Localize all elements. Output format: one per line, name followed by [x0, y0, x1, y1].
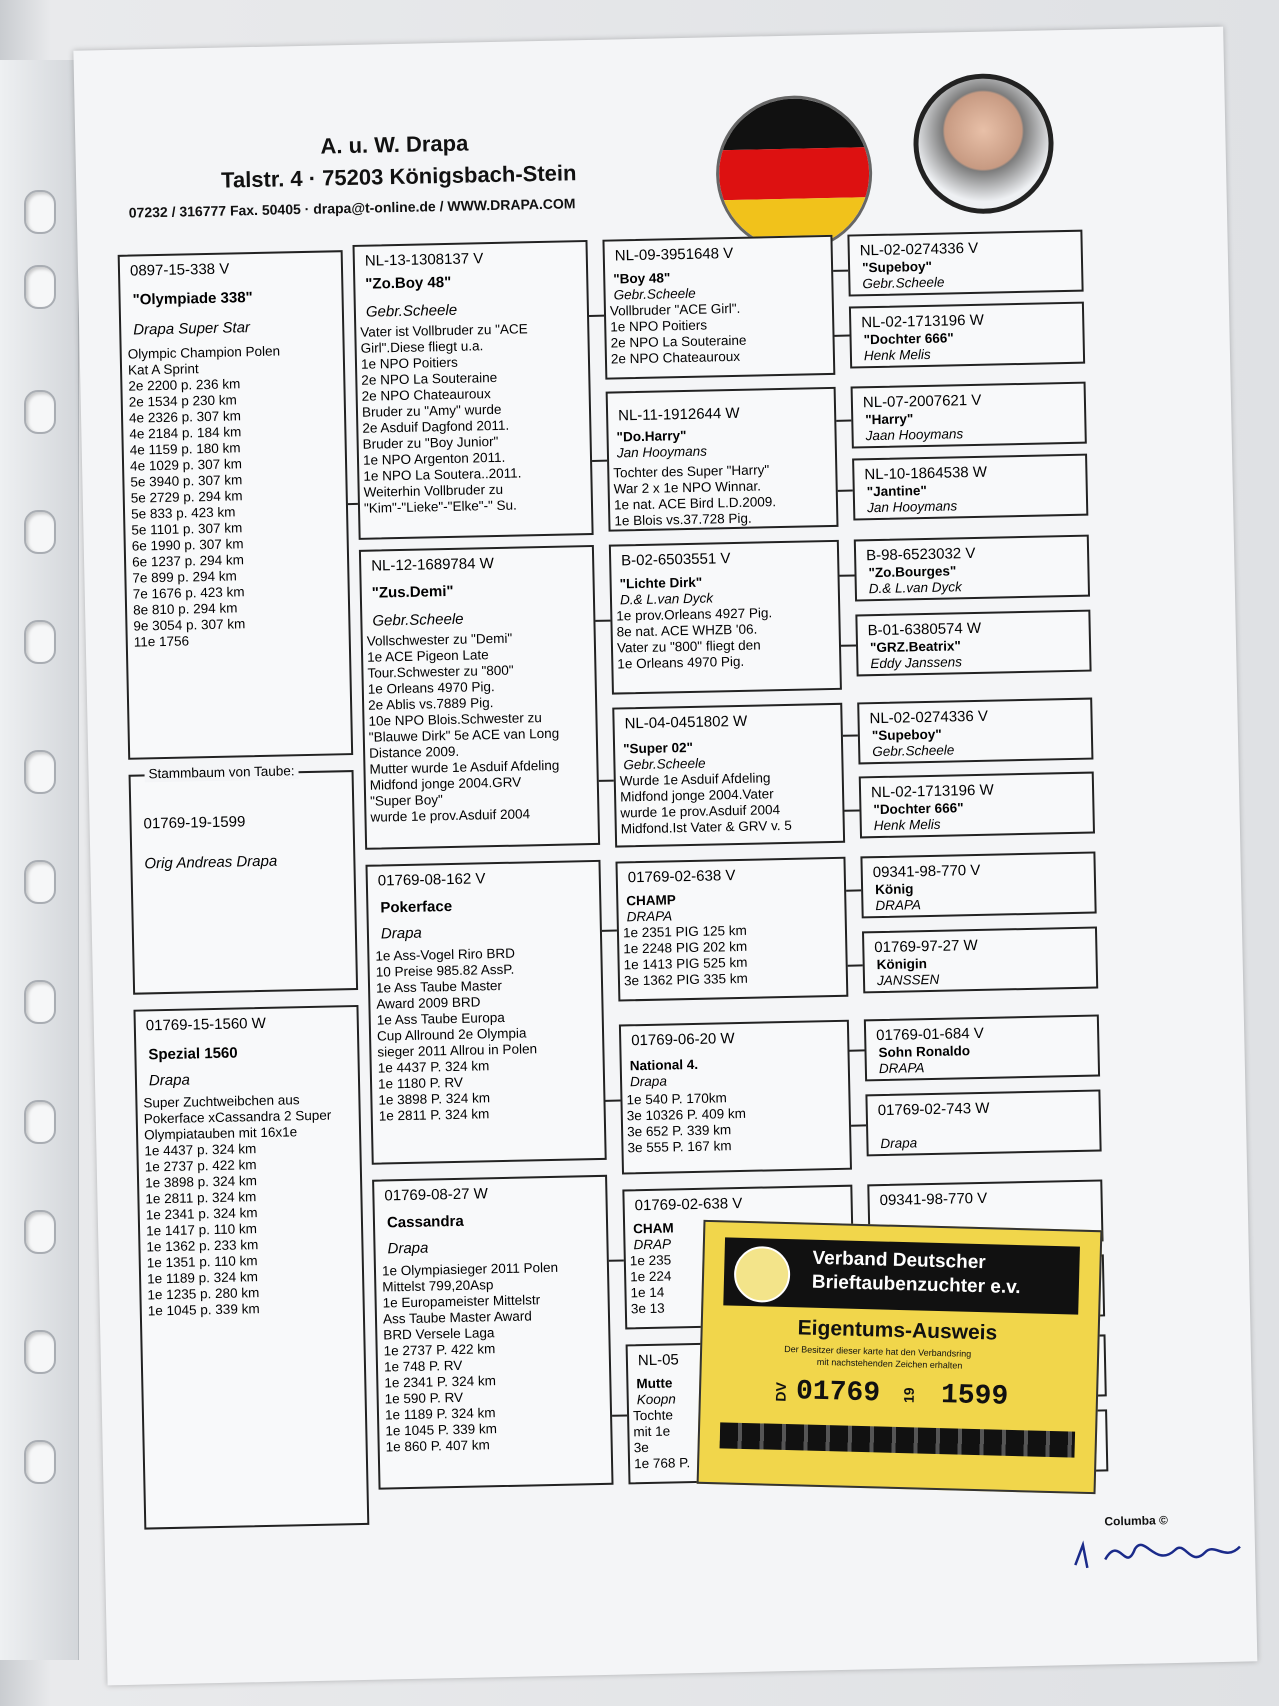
punch-hole — [24, 510, 56, 554]
pigeon-name: Cassandra — [386, 1212, 464, 1232]
card-header — [723, 1237, 1080, 1314]
pigeon-card: NL-10-1864538 W "Jantine" Jan Hooymans — [852, 454, 1088, 521]
pedigree-notes: 1e Olympiasieger 2011 Polen Mittelst 799,20Asp 1e Europameister Mittelstr Ass Taube Master Award BRD Versele Laga 1e 2737 P. 422 km 1e 748 P. RV 1e 2341 P. 324 km 1e 590 P. RV 1e 1189 P. 324 km 1e 1045 P. 339 km 1e 860 P. 407 km — [381, 1259, 559, 1455]
connector-line — [612, 1414, 627, 1416]
dv-seal-logo — [733, 1246, 790, 1303]
breeder: Drapa — [380, 924, 422, 943]
punch-hole — [24, 1330, 56, 1374]
breeder: Gebr.Scheele — [365, 301, 458, 321]
ring-number: NL-04-0451802 W — [624, 712, 748, 733]
breeder: Gebr.Scheele — [613, 285, 696, 303]
pigeon-card: B-02-6503551 V "Lichte Dirk" D.& L.van Dyck 1e prov.Orleans 4927 Pig. 8e nat. ACE WHZB '06. Vater zu "800" fliegt den 1e Orleans 4970 Pig. — [609, 540, 842, 695]
pigeon-card-sire — [353, 240, 594, 540]
card-subtitle: mit nachstehenden Zeichen erhalten — [816, 1356, 963, 1371]
ring-number: NL-11-1912644 W — [617, 404, 740, 425]
connector-line — [592, 460, 607, 462]
pigeon-name: "Boy 48" — [613, 270, 671, 287]
breeder: Koopn — [636, 1391, 676, 1408]
breeder: Gebr.Scheele — [623, 755, 706, 773]
pigeon-name: "Zus.Demi" — [371, 582, 454, 602]
breeder: Drapa — [629, 1073, 668, 1090]
connector-line — [843, 734, 858, 736]
breeder: Gebr.Scheele — [372, 610, 464, 630]
connector-line — [851, 1124, 866, 1126]
dv-label: DV — [772, 1381, 790, 1402]
connector-line — [849, 1049, 864, 1051]
card-pattern-stripe — [720, 1422, 1076, 1457]
copyright: Columba © — [1104, 1513, 1169, 1529]
pigeon-card: 01769-02-638 V CHAMP DRAPA 1e 2351 PIG 125 km 1e 2248 PIG 202 km 1e 1413 PIG 525 km 3e 1362 PIG 335 km — [615, 857, 848, 1002]
ring-number: NL-05 — [637, 1351, 679, 1370]
card-title: Eigentums-Ausweis — [797, 1316, 998, 1345]
pigeon-card: NL-09-3951648 V "Boy 48" Gebr.Scheele Vollbruder "ACE Girl". 1e NPO Poitiers 2e NPO La Souteraine 2e NPO Chateauroux — [602, 235, 835, 380]
pigeon-name: "Olympiade 338" — [132, 289, 253, 309]
connector-line — [602, 930, 617, 932]
punch-hole — [24, 190, 56, 234]
connector-line — [605, 1100, 620, 1102]
punch-hole — [24, 1440, 56, 1484]
pigeon-name: CHAM — [633, 1220, 674, 1237]
connector-line — [836, 420, 851, 422]
punch-hole — [24, 980, 56, 1024]
breeder: Drapa — [387, 1239, 429, 1258]
handwritten-signature — [1065, 1526, 1256, 1580]
pigeon-card: 01769-02-743 W Drapa — [865, 1089, 1101, 1156]
org-name-line1: Verband Deutscher — [812, 1247, 986, 1274]
ring-number: 01769-08-162 V — [377, 870, 486, 890]
pigeon-card-dam — [359, 545, 600, 850]
ring-year: 19 — [900, 1387, 917, 1404]
club-number: 01769 — [795, 1376, 881, 1410]
results-list: Olympic Champion Polen Kat A Sprint 2e 2200 p. 236 km 2e 1534 p 230 km 4e 2326 p. 307 km 4e 2184 p. 184 km 4e 1159 p. 180 km 4e 1029 p. 307 km 5e 3940 p. 307 km 5e 2729 p. 294 km 5e 833 p. 423 km 5e 1101 p. 307 km 6e 1990 p. 307 km 6e 1237 p. 294 km 7e 899 p. 294 km 7e 1676 p. 423 km 8e 810 p. 294 km 9e 3054 p. 307 km 11e 1756 — [127, 343, 281, 650]
connector-line — [589, 315, 604, 317]
stammbaum-label: Stammbaum von Taube: — [144, 763, 298, 782]
pigeon-name: "Lichte Dirk" — [619, 574, 703, 592]
pigeon-card-sire — [365, 860, 606, 1165]
pigeon-card: 01769-97-27 W Königin JANSSEN — [862, 926, 1098, 993]
pigeon-name: CHAMP — [626, 892, 676, 909]
breeder: D.& L.van Dyck — [619, 590, 714, 608]
ring-number: 01769-02-638 V — [634, 1194, 743, 1215]
pigeon-card: 09341-98-770 V König DRAPA — [860, 852, 1096, 919]
org-name-line2: Brieftaubenzuchter e.v. — [811, 1271, 1021, 1299]
binder-strip — [0, 60, 79, 1660]
connector-line — [834, 335, 849, 337]
pigeon-card: B-01-6380574 W "GRZ.Beatrix" Eddy Janssens — [855, 610, 1091, 677]
pigeon-card: 01769-02-638 V CHAM DRAP 1e 235 1e 224 1e 14 3e 13 — [622, 1185, 855, 1330]
ring-number: 1599 — [940, 1380, 1009, 1413]
connector-line — [609, 1259, 624, 1261]
pigeon-name: "Zo.Boy 48" — [365, 273, 452, 293]
breeder: DRAP — [633, 1236, 672, 1253]
results-list: Super Zuchtweibchen aus Pokerface xCassandra 2 Super Olympiatauben mit 16x1e 1e 4437 p. 324 km 1e 2737 p. 422 km 1e 3898 p. 324 km 1e 2811 p. 324 km 1e 2341 p. 324 km 1e 1417 p. 110 km 1e 1362 p. 233 km 1e 1351 p. 110 km 1e 1189 p. 324 km 1e 1235 p. 280 km 1e 1045 p. 339 km — [143, 1092, 332, 1319]
pigeon-card: NL-05 Mutte Koopn Tochte mit 1e 3e 1e 768 P. — [626, 1340, 859, 1485]
punch-hole — [24, 620, 56, 664]
ring-number: 01769-02-638 V — [627, 867, 736, 887]
origin: Orig Andreas Drapa — [144, 852, 278, 873]
pigeon-card: 01769-06-20 W National 4. Drapa 1e 540 P. 170km 3e 10326 P. 409 km 3e 652 P. 339 km 3e 555 P. 167 km — [619, 1020, 852, 1175]
pigeon-name: "Super 02" — [622, 739, 694, 757]
german-flag-dove-logo — [714, 94, 873, 253]
pigeon-card: B-98-6523032 V "Zo.Bourges" D.& L.van Dyck — [854, 535, 1090, 602]
connector-line — [844, 809, 859, 811]
connector-line — [841, 644, 856, 646]
punch-hole — [24, 390, 56, 434]
connector-line — [348, 503, 358, 505]
ring-number: 01769-15-1560 W — [145, 1014, 267, 1035]
pigeon-name: Pokerface — [380, 897, 453, 917]
punch-hole — [24, 750, 56, 794]
ring-number: 01769-06-20 W — [631, 1030, 735, 1050]
connector-line — [846, 889, 861, 891]
connector-line — [848, 964, 863, 966]
pedigree-notes: Vollschwester zu "Demi" 1e ACE Pigeon Late Tour.Schwester zu "800" 1e Orleans 4970 Pig. 2e Ablis vs.7889 Pig. 10e NPO Blois.Schwester zu "Blauwe Dirk" 5e ACE van Long Distance 2009. Mutter wurde 1e Asduif Afdeling Midfond jonge 2004.GRV "Super Boy" wurde 1e prov.Asduif 2004 — [366, 630, 560, 825]
connector-line — [599, 780, 614, 782]
pigeon-name: National 4. — [629, 1056, 699, 1074]
ring-number: NL-09-3951648 V — [614, 244, 734, 265]
ring-number: B-02-6503551 V — [621, 550, 731, 570]
breeder: DRAPA — [626, 908, 673, 925]
pigeon-card: 09341-98-770 V — [867, 1179, 1103, 1246]
ownership-card — [697, 1220, 1103, 1494]
pigeon-card-dam — [372, 1175, 613, 1490]
breeder: Drapa — [148, 1071, 190, 1090]
pigeon-name: Spezial 1560 — [148, 1044, 238, 1064]
pigeon-name: Mutte — [636, 1375, 673, 1392]
ring-number: NL-13-1308137 V — [364, 250, 484, 270]
pigeon-card: NL-02-0274336 V "Supeboy" Gebr.Scheele — [857, 698, 1093, 765]
connector-line — [838, 490, 853, 492]
ring-number: 01769-08-27 W — [384, 1185, 488, 1205]
breeder-contact: 07232 / 316777 Fax. 50405 · drapa@t-online.de / WWW.DRAPA.COM — [128, 195, 576, 221]
pigeon-card: NL-11-1912644 W "Do.Harry" Jan Hooymans Tochter des Super "Harry" War 2 x 1e NPO Winnar. 1e nat. ACE Bird L.D.2009. 1e Blois vs.37.728 Pig. — [606, 387, 839, 532]
pigeon-card: NL-04-0451802 W "Super 02" Gebr.Scheele Wurde 1e Asduif Afdeling Midfond jonge 2004.Vater wurde 1e prov.Asduif 2004 Midfond.Ist Vater & GRV v. 5 — [612, 703, 845, 848]
card-subtitle: Der Besitzer dieser karte hat den Verbandsring — [784, 1343, 972, 1359]
punch-hole — [24, 265, 56, 309]
ring-number: NL-12-1689784 W — [371, 555, 494, 575]
punch-hole — [24, 860, 56, 904]
pigeon-card: NL-02-1713196 W "Dochter 666" Henk Melis — [849, 302, 1085, 369]
pedigree-notes: 1e Ass-Vogel Riro BRD 10 Preise 985.82 AssP. 1e Ass Taube Master Award 2009 BRD 1e Ass Taube Europa Cup Allround 2e Olympia sieger 2011 Allrou in Polen 1e 4437 P. 324 km 1e 1180 P. RV 1e 3898 P. 324 km 1e 2811 P. 324 km — [375, 945, 538, 1124]
pigeon-card: NL-02-0274336 V "Supeboy" Gebr.Scheele — [847, 230, 1083, 297]
punch-hole — [24, 1100, 56, 1144]
connector-line — [840, 574, 855, 576]
breeder-address: Talstr. 4 · 75203 Königsbach-Stein — [220, 160, 577, 193]
connector-line — [595, 620, 610, 622]
pedigree-notes: Vater ist Vollbruder zu "ACE Girl".Diese fliegt u.a. 1e NPO Poitiers 2e NPO La Souteraine 2e NPO Chateauroux Bruder zu "Amy" wurde 2e Asduif Dagfond 2011. Bruder zu "Boy Junior" 1e NPO Argenton 2011. 1e NPO La Soutera..2011. Weiterhin Vollbruder zu "Kim"-"Lieke"-"Elke"-" Su. — [360, 321, 528, 516]
pigeon-card: NL-02-1713196 W "Dochter 666" Henk Melis — [859, 772, 1095, 839]
breeder-name: A. u. W. Drapa — [320, 130, 469, 159]
breeder: Jan Hooymans — [616, 443, 708, 461]
pigeon-card-main — [118, 250, 354, 760]
stammbaum-box — [129, 763, 359, 995]
pigeon-name: "Do.Harry" — [616, 427, 687, 445]
breeder-portrait — [912, 72, 1055, 215]
ring-number: 0897-15-338 V — [129, 260, 230, 280]
punch-hole — [24, 1210, 56, 1254]
connector-line — [833, 270, 848, 272]
pigeon-card: 01769-01-684 V Sohn Ronaldo DRAPA — [864, 1014, 1100, 1081]
pigeon-card-mother — [133, 1005, 369, 1530]
ring-number: 01769-19-1599 — [143, 813, 246, 833]
breeder: Drapa Super Star — [133, 319, 251, 339]
pigeon-card: NL-07-2007621 V "Harry" Jaan Hooymans — [851, 382, 1087, 449]
